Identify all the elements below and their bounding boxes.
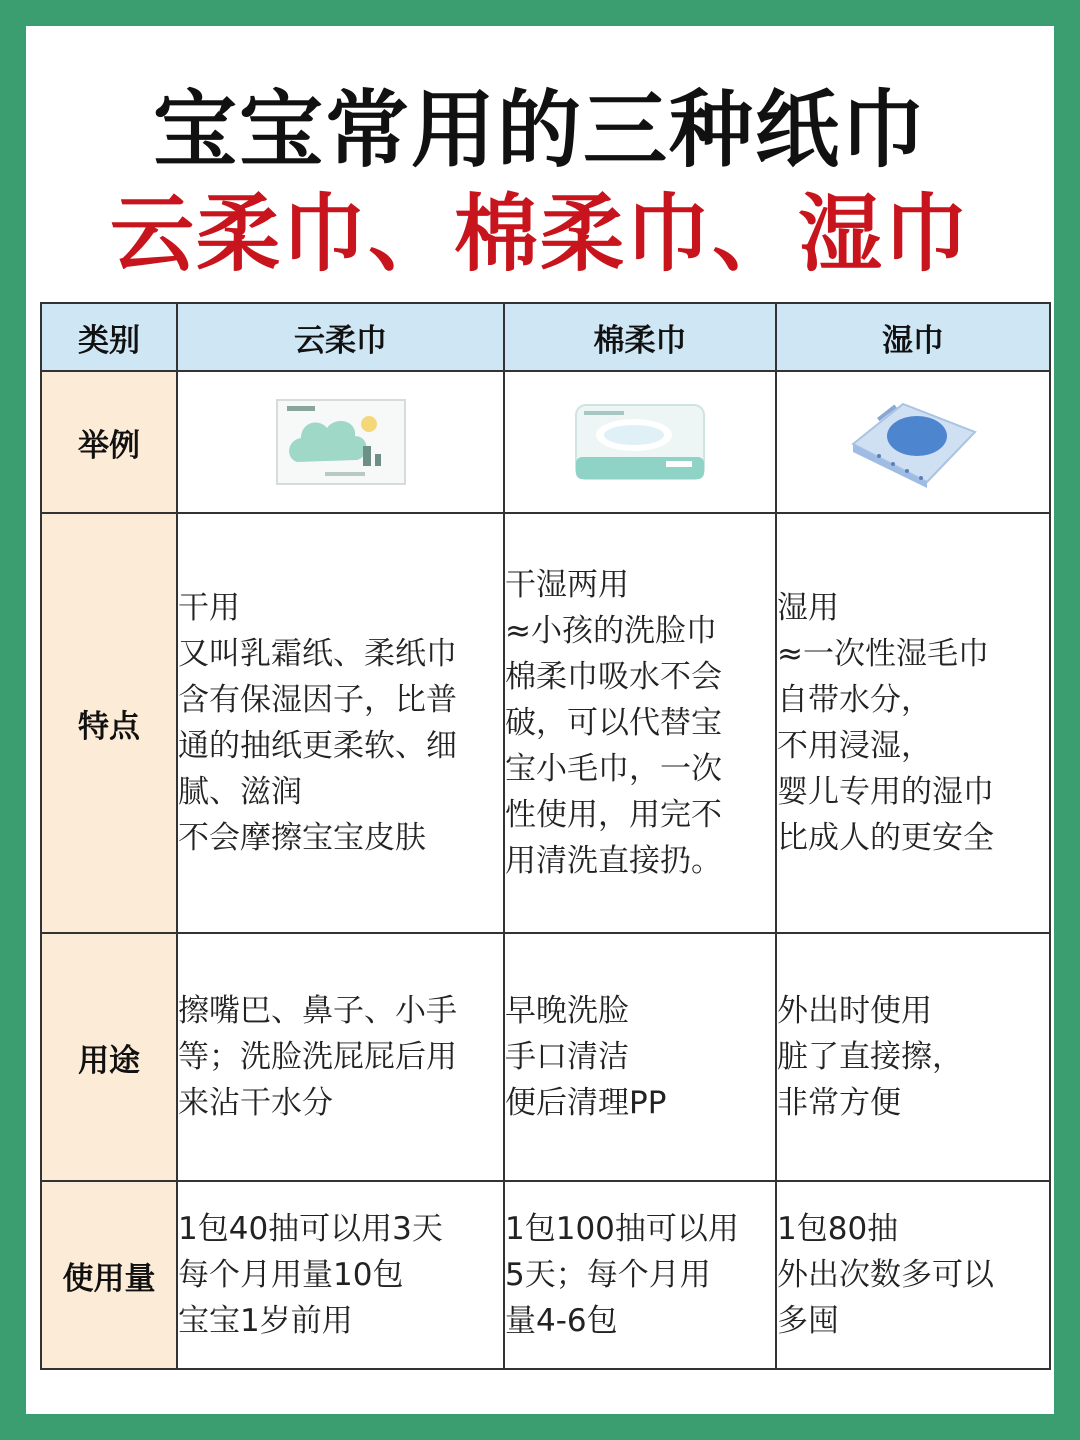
text-line: 每个月用量10包 [178,1257,404,1293]
example-cloud-tissue [177,371,504,513]
comparison-table [40,302,1051,1370]
table-row-amount [41,1181,1050,1369]
text-line: 早晚洗脸 [505,993,629,1029]
text-line: 1包40抽可以用3天 [178,1211,443,1247]
text-line: ≈一次性湿毛巾 [777,636,989,672]
text-line: 破，可以代替宝 [505,705,722,741]
row-label-example: 举例 [41,371,177,513]
text-line: 宝宝1岁前用 [178,1303,353,1339]
text-line: 宝小毛巾，一次 [505,751,722,787]
text-line: 量4-6包 [505,1303,618,1339]
text-line: 湿用 [777,590,839,626]
cotton-tissue-package-icon [572,397,708,487]
page-subtitle: 云柔巾、棉柔巾、湿巾 [109,185,970,283]
amount-cloud-tissue [177,1181,504,1369]
text-line: 脏了直接擦， [777,1039,963,1075]
text-line: 干用 [178,590,240,626]
header-wet-wipes: 湿巾 [776,303,1050,371]
page-title: 宝宝常用的三种纸巾 [152,81,927,179]
text-line: 比成人的更安全 [777,820,994,856]
text-line: 性使用，用完不 [505,797,722,833]
table-header-row [41,303,1050,371]
text-line: ≈小孩的洗脸巾 [505,613,717,649]
text-line: 婴儿专用的湿巾 [777,774,994,810]
table-row-features [41,513,1050,933]
usage-cotton-tissue [504,933,776,1181]
text-line: 干湿两用 [505,567,629,603]
text-line: 等；洗脸洗屁屁后用 [178,1039,457,1075]
table-row-usage [41,933,1050,1181]
row-label-features: 特点 [41,513,177,933]
table-row-example [41,371,1050,513]
text-line: 腻、滋润 [178,774,302,810]
text-line: 又叫乳霜纸、柔纸巾 [178,636,457,672]
amount-cotton-tissue [504,1181,776,1369]
text-line: 外出时使用 [777,993,932,1029]
text-line: 5天；每个月用 [505,1257,711,1293]
text-line: 不会摩擦宝宝皮肤 [178,820,426,856]
text-line: 多囤 [777,1303,839,1339]
features-cotton-tissue [504,513,776,933]
row-label-usage: 用途 [41,933,177,1181]
text-line: 来沾干水分 [178,1085,333,1121]
text-line: 自带水分， [777,682,932,718]
row-label-amount: 使用量 [41,1181,177,1369]
text-line: 便后清理PP [505,1085,667,1121]
text-line: 擦嘴巴、鼻子、小手 [178,993,457,1029]
example-wet-wipes [776,371,1050,513]
example-cotton-tissue [504,371,776,513]
wet-wipes-package-icon [843,394,983,490]
text-line: 1包100抽可以用 [505,1211,739,1247]
usage-cloud-tissue [177,933,504,1181]
text-line: 用清洗直接扔。 [505,843,722,879]
features-wet-wipes [776,513,1050,933]
features-cloud-tissue [177,513,504,933]
text-line: 通的抽纸更柔软、细 [178,728,457,764]
text-line: 外出次数多可以 [777,1257,994,1293]
header-cloud-tissue: 云柔巾 [177,303,504,371]
text-line: 棉柔巾吸水不会 [505,659,722,695]
text-line: 非常方便 [777,1085,901,1121]
cloud-tissue-package-icon [275,398,407,486]
text-line: 含有保湿因子，比普 [178,682,457,718]
text-line: 1包80抽 [777,1211,899,1247]
header-category: 类别 [41,303,177,371]
header-cotton-tissue: 棉柔巾 [504,303,776,371]
amount-wet-wipes [776,1181,1050,1369]
text-line: 手口清洁 [505,1039,629,1075]
text-line: 不用浸湿， [777,728,932,764]
usage-wet-wipes [776,933,1050,1181]
